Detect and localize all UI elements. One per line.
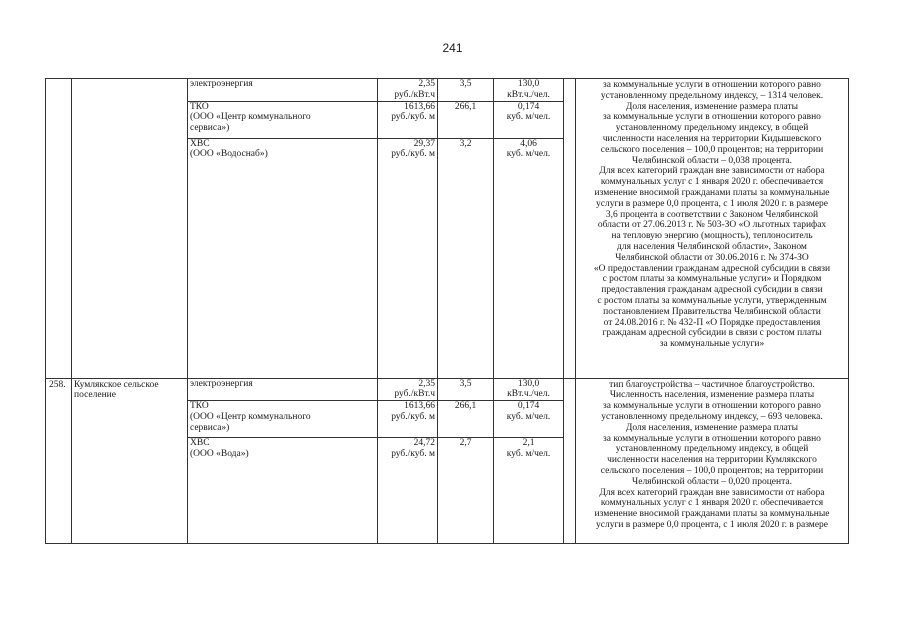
description-cell [576, 378, 849, 544]
service-tariff [378, 401, 438, 438]
description-cell [576, 79, 849, 379]
description-line: численности населения на территории Кидышевского [602, 133, 822, 144]
description-line: гражданам адресной субсидии в связи с ростом платы [602, 328, 822, 339]
service-tariff [378, 79, 438, 102]
description-line: за коммунальные услуги в отношении которого равно [603, 112, 821, 123]
description-line: сельского поселения – 100,0 процентов; на территории [600, 465, 824, 476]
description-line: тип благоустройства – частичное благоустройство. [609, 379, 815, 390]
service-name-line: (ООО «Водоснаб») [190, 149, 268, 160]
service-volume-line: 130,0 [517, 378, 540, 389]
description-line: изменение вносимой гражданами платы за коммунальные [594, 187, 830, 198]
service-name [188, 438, 378, 544]
service-name-line: ХВС [190, 438, 210, 449]
description-line: с ростом платы за коммунальные услуги, утвержденным [597, 295, 827, 306]
service-tariff [378, 438, 438, 544]
description-line: услуги в размере 0,0 процента, с 1 июля 2020 г. в размере [595, 198, 829, 209]
service-tariff-line: руб./кВт.ч [394, 89, 435, 100]
service-tariff-line: 2,35 [418, 79, 435, 89]
description-line: за коммунальные услуги в отношении которого равно [603, 80, 821, 90]
description-line: от 24.08.2016 г. № 432-П «О Порядке предоставления [603, 317, 821, 328]
service-tariff-line: руб./куб. м [391, 112, 435, 123]
service-tariff [378, 101, 438, 138]
service-tariff-line: руб./куб. м [391, 411, 435, 422]
table-row [46, 79, 849, 102]
description-line: предоставления гражданам адресной субсидии в связи [601, 285, 823, 296]
description-line: установленному предельному индексу, – 1314 человек. [600, 90, 824, 101]
service-volume-line: кВт.ч./чел. [507, 389, 550, 400]
description-line: Челябинской области от 30.06.2016 г. № 374-ЗО [615, 252, 809, 263]
service-volume-line: куб. м/чел. [506, 411, 551, 422]
description-line: 3,6 процента в соответствии с Законом Челябинской [605, 209, 819, 220]
description-line: за коммунальные услуги» [659, 339, 765, 350]
service-tariff [378, 138, 438, 378]
service-volume-line: куб. м/чел. [506, 112, 551, 123]
row-number [46, 79, 72, 379]
service-volume-line: 0,174 [517, 101, 540, 112]
service-volume-line: куб. м/чел. [506, 448, 551, 459]
description-line: для населения Челябинской области», Законом [617, 241, 807, 252]
municipality-line: Кумлякское сельское [74, 379, 159, 390]
service-volume [494, 101, 564, 138]
service-name-line: (ООО «Вода») [190, 448, 249, 459]
description-line: коммунальных услуг с 1 января 2020 г. обеспечивается [600, 177, 824, 188]
service-volume-line: 4,06 [520, 138, 537, 149]
service-growth: 2,7 [438, 438, 494, 544]
municipality-name [72, 378, 188, 544]
description-line: за коммунальные услуги в отношении которого равно [603, 433, 821, 444]
description-line: установленному предельному индексу, – 693 человека. [601, 411, 823, 422]
description-line: Численность населения, изменение размера платы [609, 390, 815, 401]
description-line: Доля населения, изменение размера платы [625, 422, 799, 433]
description-line: изменение вносимой гражданами платы за коммунальные [594, 509, 830, 520]
service-tariff-line: 1613,66 [404, 101, 435, 112]
service-tariff-line: 24,72 [413, 438, 435, 449]
description-line: Доля населения, изменение размера платы [625, 101, 799, 112]
service-name-line: (ООО «Центр коммунального [190, 411, 311, 422]
service-volume [494, 401, 564, 438]
service-name-line: (ООО «Центр коммунального [190, 112, 311, 123]
description-line: установленному предельному индексу, в общей [615, 123, 809, 134]
service-volume-line: кВт.ч./чел. [507, 89, 550, 100]
service-growth: 3,5 [438, 378, 494, 401]
service-volume [494, 79, 564, 102]
description-line: постановлением Правительства Челябинской области [603, 306, 821, 317]
description-line: на тепловую энергию (мощность), теплоноситель [611, 231, 813, 242]
table-row [46, 378, 849, 401]
description-line: Для всех категорий граждан вне зависимости от набора [599, 166, 825, 177]
service-name [188, 401, 378, 438]
service-volume [494, 438, 564, 544]
service-tariff [378, 378, 438, 401]
blank-cell [564, 378, 576, 544]
service-name-line: сервиса») [190, 123, 230, 134]
service-name [188, 378, 378, 401]
description-line: за коммунальные услуги в отношении которого равно [603, 401, 821, 412]
service-tariff-line: 1613,66 [404, 401, 435, 412]
description-line: «О предоставлении гражданам адресной субсидии в связи [593, 263, 831, 274]
description-line: численности населения на территории Кумлякского [607, 455, 817, 466]
service-name-line: ХВС [190, 138, 210, 149]
service-tariff-line: руб./куб. м [391, 448, 435, 459]
service-name-line: сервиса») [190, 422, 230, 433]
blank-cell [564, 79, 576, 379]
service-name [188, 79, 378, 102]
description-line: коммунальных услуг с 1 января 2020 г. обеспечивается [600, 498, 824, 509]
service-volume-line: куб. м/чел. [506, 149, 551, 160]
description-line: установленному предельному индексу, в общей [615, 444, 809, 455]
service-volume [494, 378, 564, 401]
service-volume-line: 0,174 [517, 401, 540, 412]
municipality-line: поселение [74, 390, 116, 401]
service-volume [494, 138, 564, 378]
service-growth: 3,5 [438, 79, 494, 102]
municipality-name [72, 79, 188, 379]
description-line: с ростом платы за коммунальные услуги» и Порядком [602, 274, 822, 285]
service-growth: 266,1 [438, 101, 494, 138]
service-growth: 266,1 [438, 401, 494, 438]
service-name-line: электроэнергия [190, 79, 253, 89]
description-line: Челябинской области – 0,038 процента. [632, 155, 792, 166]
service-name [188, 138, 378, 378]
description-line: области от 27.06.2013 г. № 503-ЗО «О льготных тарифах [597, 220, 827, 231]
service-tariff-line: 2,35 [418, 378, 435, 389]
service-name [188, 101, 378, 138]
description-line: сельского поселения – 100,0 процентов; на территории [600, 144, 824, 155]
service-tariff-line: 29,37 [413, 138, 435, 149]
service-name-line: электроэнергия [190, 378, 253, 389]
service-volume-line: 130,0 [517, 79, 540, 89]
row-number: 258. [46, 378, 72, 544]
service-name-line: ТКО [190, 401, 209, 412]
description-line: услуги в размере 0,0 процента, с 1 июля 2020 г. в размере [595, 519, 829, 530]
description-line: Для всех категорий граждан вне зависимости от набора [599, 487, 825, 498]
description-line: Челябинской области – 0,020 процента. [632, 476, 792, 487]
service-tariff-line: руб./кВт.ч [394, 389, 435, 400]
service-growth: 3,2 [438, 138, 494, 378]
service-volume-line: 2,1 [522, 438, 535, 449]
page-number: 241 [442, 41, 463, 55]
tariff-table [45, 78, 849, 544]
service-tariff-line: руб./куб. м [391, 149, 435, 160]
service-name-line: ТКО [190, 101, 209, 112]
